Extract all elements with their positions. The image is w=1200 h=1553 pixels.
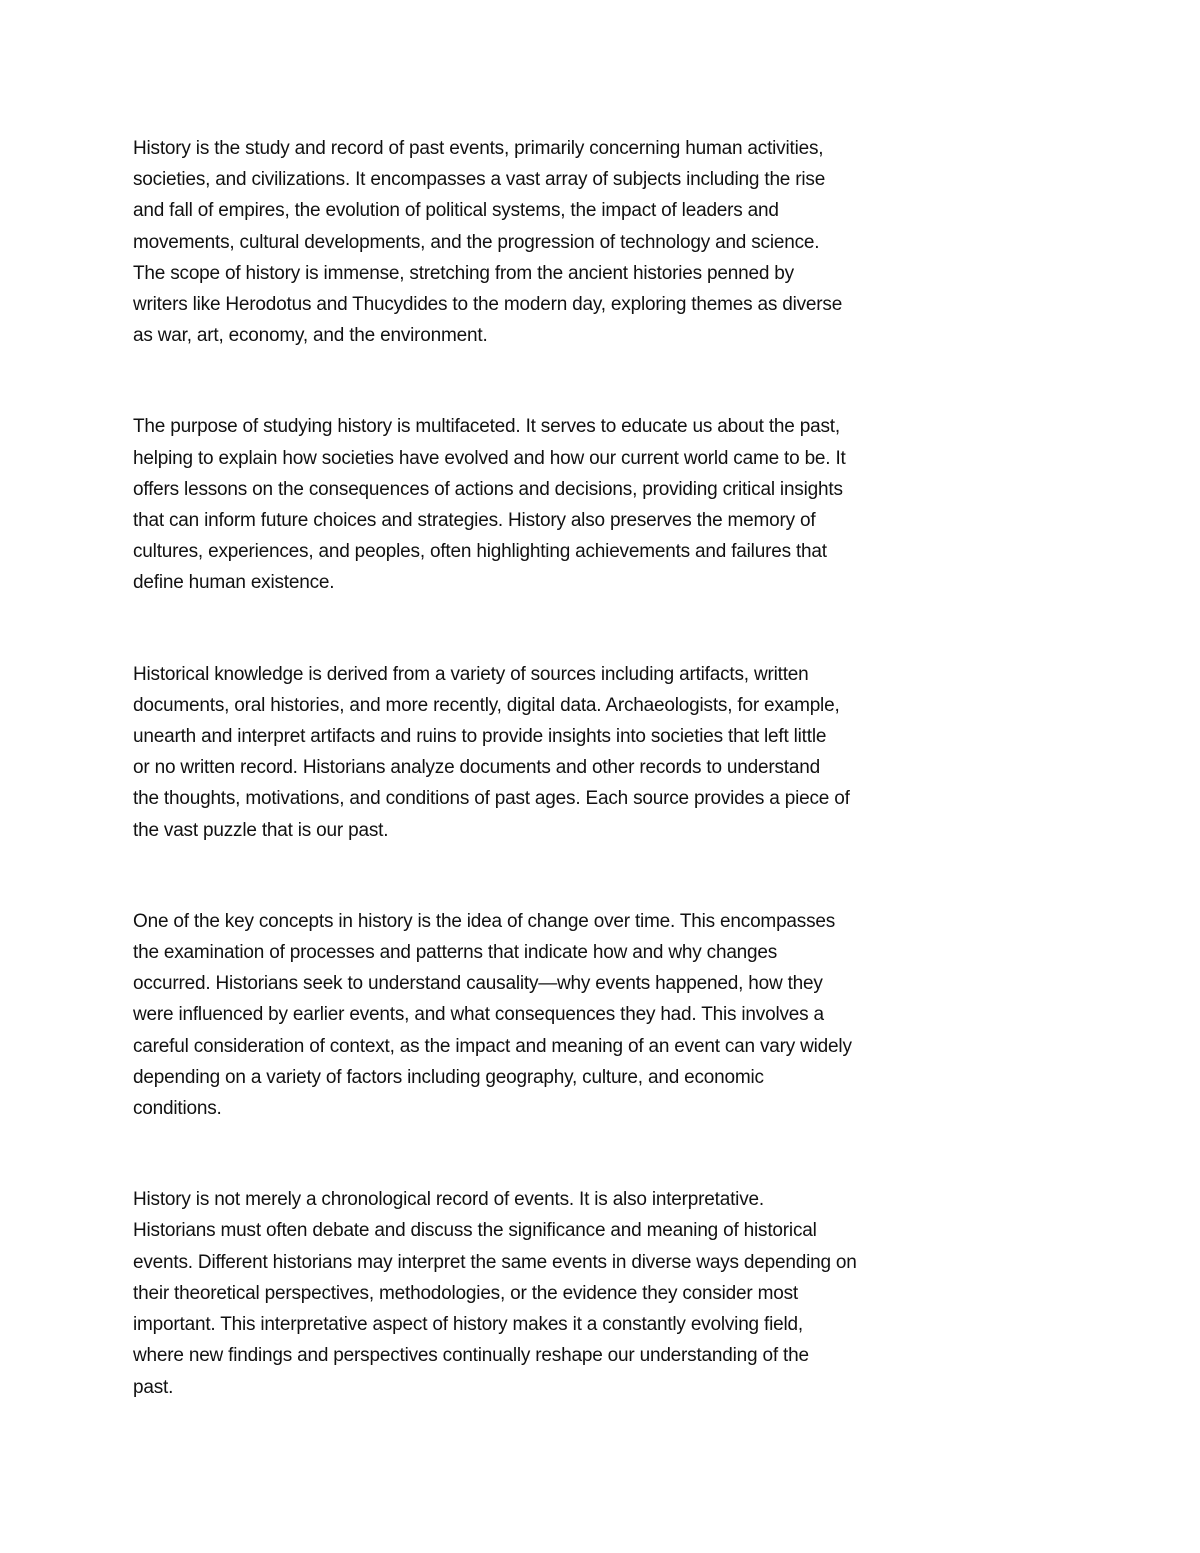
text-line: careful consideration of context, as the impact and meaning of an event can vary widely — [133, 1035, 852, 1057]
paragraph-1 — [133, 133, 973, 351]
paragraph-3 — [133, 659, 973, 846]
text-line: that can inform future choices and strategies. History also preserves the memory of — [133, 510, 816, 532]
text-line: important. This interpretative aspect of history makes it a constantly evolving field, — [133, 1314, 803, 1336]
text-line: One of the key concepts in history is the idea of change over time. This encompasses — [133, 910, 836, 932]
text-line: History is the study and record of past events, primarily concerning human activities, — [133, 138, 824, 159]
text-line: Historical knowledge is derived from a variety of sources including artifacts, written — [133, 663, 809, 685]
text-line: The scope of history is immense, stretching from the ancient histories penned by — [133, 262, 794, 284]
text-line: or no written record. Historians analyze documents and other records to understand — [133, 757, 820, 779]
text-line: define human existence. — [133, 572, 335, 594]
text-line: where new findings and perspectives continually reshape our understanding of the — [133, 1345, 809, 1367]
text-line: The purpose of studying history is multifaceted. It serves to educate us about the past, — [133, 416, 840, 438]
text-line: the thoughts, motivations, and conditions of past ages. Each source provides a piece of — [133, 788, 850, 810]
text-line: the examination of processes and patterns that indicate how and why changes — [133, 942, 778, 964]
text-line: writers like Herodotus and Thucydides to the modern day, exploring themes as diverse — [133, 294, 843, 316]
text-line: conditions. — [133, 1098, 222, 1120]
text-line: History is not merely a chronological record of events. It is also interpretative. — [133, 1189, 764, 1211]
text-line: as war, art, economy, and the environment. — [133, 325, 488, 347]
document-body — [133, 133, 973, 1403]
text-line: cultures, experiences, and peoples, often highlighting achievements and failures that — [133, 541, 827, 563]
text-line: societies, and civilizations. It encompasses a vast array of subjects including the rise — [133, 169, 826, 191]
text-line: were influenced by earlier events, and what consequences they had. This involves a — [133, 1004, 824, 1026]
paragraph-2 — [133, 411, 973, 598]
text-line: unearth and interpret artifacts and ruins to provide insights into societies that left little — [133, 726, 827, 748]
text-line: and fall of empires, the evolution of political systems, the impact of leaders and — [133, 200, 779, 222]
paragraph-5 — [133, 1184, 973, 1402]
text-line: Historians must often debate and discuss the significance and meaning of historical — [133, 1220, 817, 1242]
text-line: movements, cultural developments, and the progression of technology and science. — [133, 231, 820, 253]
text-line: helping to explain how societies have evolved and how our current world came to be. It — [133, 447, 846, 469]
text-line: occurred. Historians seek to understand causality—why events happened, how they — [133, 973, 823, 995]
text-line: the vast puzzle that is our past. — [133, 819, 389, 841]
text-line: events. Different historians may interpret the same events in diverse ways depending on — [133, 1251, 857, 1273]
text-line: depending on a variety of factors including geography, culture, and economic — [133, 1066, 764, 1088]
text-line: past. — [133, 1376, 174, 1398]
paragraph-4 — [133, 906, 973, 1124]
text-line: offers lessons on the consequences of actions and decisions, providing critical insights — [133, 478, 843, 500]
text-line: their theoretical perspectives, methodologies, or the evidence they consider most — [133, 1282, 798, 1304]
text-line: documents, oral histories, and more recently, digital data. Archaeologists, for example, — [133, 694, 840, 716]
